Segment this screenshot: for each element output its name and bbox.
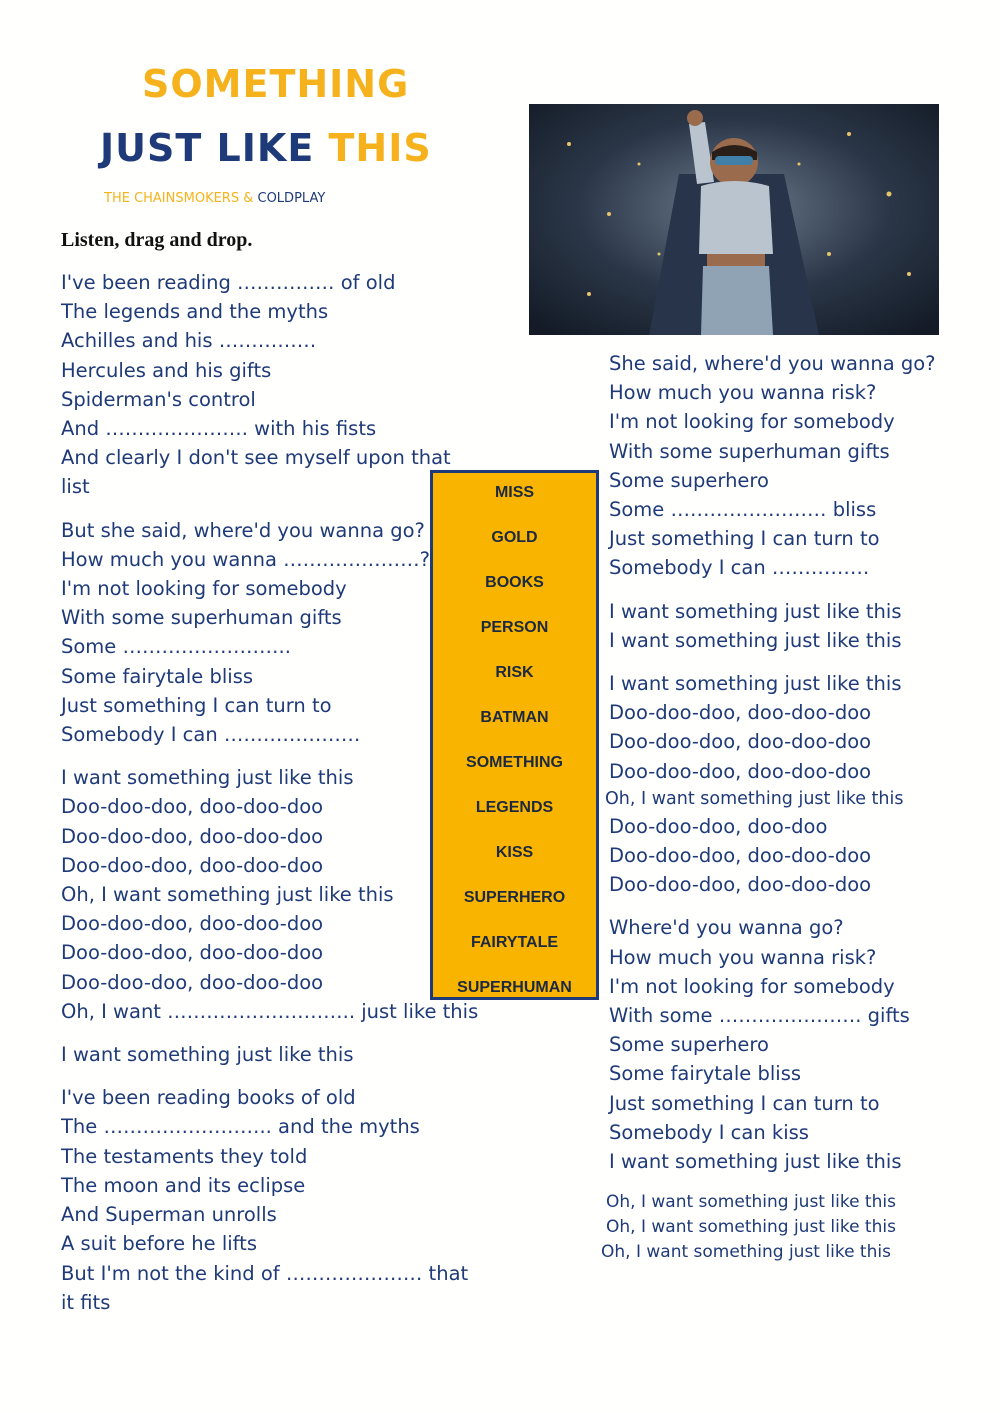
lyric-line: I want something just like this — [609, 1150, 902, 1174]
word-tile[interactable]: GOLD — [491, 529, 538, 546]
lyric-line: I'm not looking for somebody — [61, 577, 347, 601]
right-stanza-5 — [601, 1190, 936, 1265]
lyric-line: list — [61, 475, 90, 499]
lyric-line: How much you wanna …………………? — [61, 547, 431, 571]
lyric-line: The legends and the myths — [61, 300, 329, 324]
lyric-line: I want something just like this — [609, 628, 902, 652]
lyric-line: Doo-doo-doo, doo-doo — [609, 814, 828, 838]
artist-credit — [104, 191, 325, 206]
word-tile[interactable]: PERSON — [480, 619, 549, 636]
lyric-line: Somebody I can kiss — [609, 1120, 809, 1144]
right-stanza-4 — [609, 913, 936, 1176]
word-tile[interactable]: KISS — [495, 844, 534, 861]
lyric-line: Some …………………… bliss — [609, 498, 877, 522]
lyric-line: I want something just like this — [61, 1043, 354, 1067]
lyric-line: Doo-doo-doo, doo-doo-doo — [61, 795, 324, 819]
lyrics-left — [61, 268, 478, 1317]
lyric-line: Doo-doo-doo, doo-doo-doo — [61, 970, 324, 994]
lyric-line: Doo-doo-doo, doo-doo-doo — [609, 873, 872, 897]
lyric-line: But she said, where'd you wanna go? — [61, 518, 425, 542]
lyric-line: The testaments they told — [61, 1144, 308, 1168]
lyric-line: I've been reading books of old — [61, 1086, 356, 1110]
artist-b: COLDPLAY — [257, 191, 326, 206]
lyric-line: How much you wanna risk? — [609, 381, 877, 405]
lyric-line: I've been reading …………… of old — [61, 271, 396, 294]
lyric-line: Spiderman's control — [61, 387, 256, 411]
lyric-line: I'm not looking for somebody — [609, 974, 895, 998]
lyric-line: Somebody I can ………………… — [61, 723, 361, 747]
lyric-line: Doo-doo-doo, doo-doo-doo — [609, 844, 872, 868]
word-tile[interactable]: SUPERHUMAN — [457, 979, 572, 996]
word-tile[interactable]: SUPERHERO — [463, 889, 566, 906]
lyric-line: She said, where'd you wanna go? — [609, 352, 936, 375]
lyric-line: Just something I can turn to — [609, 1091, 880, 1115]
lyric-line: Where'd you wanna go? — [609, 916, 844, 940]
left-stanza-3 — [61, 763, 478, 1026]
lyric-line: Some fairytale bliss — [609, 1062, 802, 1086]
word-tile[interactable]: BOOKS — [485, 574, 544, 591]
word-tile[interactable]: SOMETHING — [466, 754, 563, 771]
superhero-child-illustration — [529, 104, 939, 335]
song-title-line1: SOMETHING — [142, 62, 410, 106]
left-stanza-2 — [61, 516, 478, 750]
lyric-line: Some …………………….. — [61, 635, 291, 659]
instruction: Listen, drag and drop. — [61, 229, 253, 251]
lyric-line: But I'm not the kind of ………………… that — [61, 1261, 469, 1285]
lyric-line: Just something I can turn to — [61, 693, 332, 717]
lyric-line: Oh, I want something just like this — [61, 883, 394, 907]
lyric-line: Doo-doo-doo, doo-doo-doo — [61, 941, 324, 965]
lyric-line: Doo-doo-doo, doo-doo-doo — [609, 701, 872, 725]
lyric-line: Doo-doo-doo, doo-doo-doo — [61, 824, 324, 848]
lyric-line: Some superhero — [609, 1033, 769, 1057]
word-tile[interactable]: MISS — [494, 484, 535, 501]
word-tile[interactable]: LEGENDS — [475, 799, 554, 816]
lyric-line: The …………………….. and the myths — [61, 1115, 420, 1139]
left-stanza-1 — [61, 268, 478, 502]
lyrics-right — [601, 349, 936, 1265]
lyric-line: I want something just like this — [609, 672, 902, 696]
lyric-line: How much you wanna risk? — [609, 945, 877, 969]
word-tile[interactable]: BATMAN — [480, 709, 549, 726]
word-tile[interactable]: FAIRYTALE — [470, 934, 559, 951]
lyric-line: I'm not looking for somebody — [609, 410, 895, 434]
lyric-line: I want something just like this — [609, 599, 902, 623]
lyric-line: Doo-doo-doo, doo-doo-doo — [61, 912, 324, 936]
lyric-line: Doo-doo-doo, doo-doo-doo — [609, 730, 872, 754]
song-title-line2-b: THIS — [328, 126, 432, 170]
lyric-line: Oh, I want something just like this — [606, 1217, 896, 1238]
lyric-line: I want something just like this — [61, 766, 354, 790]
song-title-line2 — [100, 126, 432, 170]
lyric-line: Oh, I want something just like this — [605, 788, 904, 809]
lyric-line: And Superman unrolls — [61, 1203, 277, 1227]
lyric-line: Oh, I want ……………………….. just like this — [61, 999, 479, 1023]
left-stanza-4 — [61, 1040, 478, 1069]
lyric-line: Achilles and his …………… — [61, 329, 317, 353]
lyric-line: With some superhuman gifts — [609, 439, 890, 463]
word-bank — [430, 470, 599, 1000]
lyric-line: Doo-doo-doo, doo-doo-doo — [61, 853, 324, 877]
lyric-line: Oh, I want something just like this — [601, 1242, 891, 1263]
artist-a: THE CHAINSMOKERS & — [104, 191, 258, 206]
lyric-line: A suit before he lifts — [61, 1232, 257, 1256]
lyric-line: With some …………………. gifts — [609, 1004, 910, 1028]
song-title-line2-a: JUST LIKE — [100, 126, 329, 170]
right-stanza-2 — [609, 597, 936, 655]
right-stanza-1 — [609, 349, 936, 583]
lyric-line: Some fairytale bliss — [61, 664, 254, 688]
lyric-line: With some superhuman gifts — [61, 606, 342, 630]
right-stanza-3 — [605, 669, 936, 899]
lyric-line: And …………………. with his fists — [61, 417, 377, 441]
lyric-line: Some superhero — [609, 468, 769, 492]
lyric-line: it fits — [61, 1290, 111, 1314]
left-stanza-5 — [61, 1083, 478, 1317]
word-tile[interactable]: RISK — [495, 664, 534, 681]
lyric-line: Doo-doo-doo, doo-doo-doo — [609, 759, 872, 783]
lyric-line: Just something I can turn to — [609, 527, 880, 551]
lyric-line: Somebody I can …………… — [609, 556, 870, 580]
lyric-line: Hercules and his gifts — [61, 358, 272, 382]
lyric-line: Oh, I want something just like this — [606, 1192, 896, 1213]
lyric-line: And clearly I don't see myself upon that — [61, 446, 451, 470]
lyric-line: The moon and its eclipse — [61, 1173, 306, 1197]
